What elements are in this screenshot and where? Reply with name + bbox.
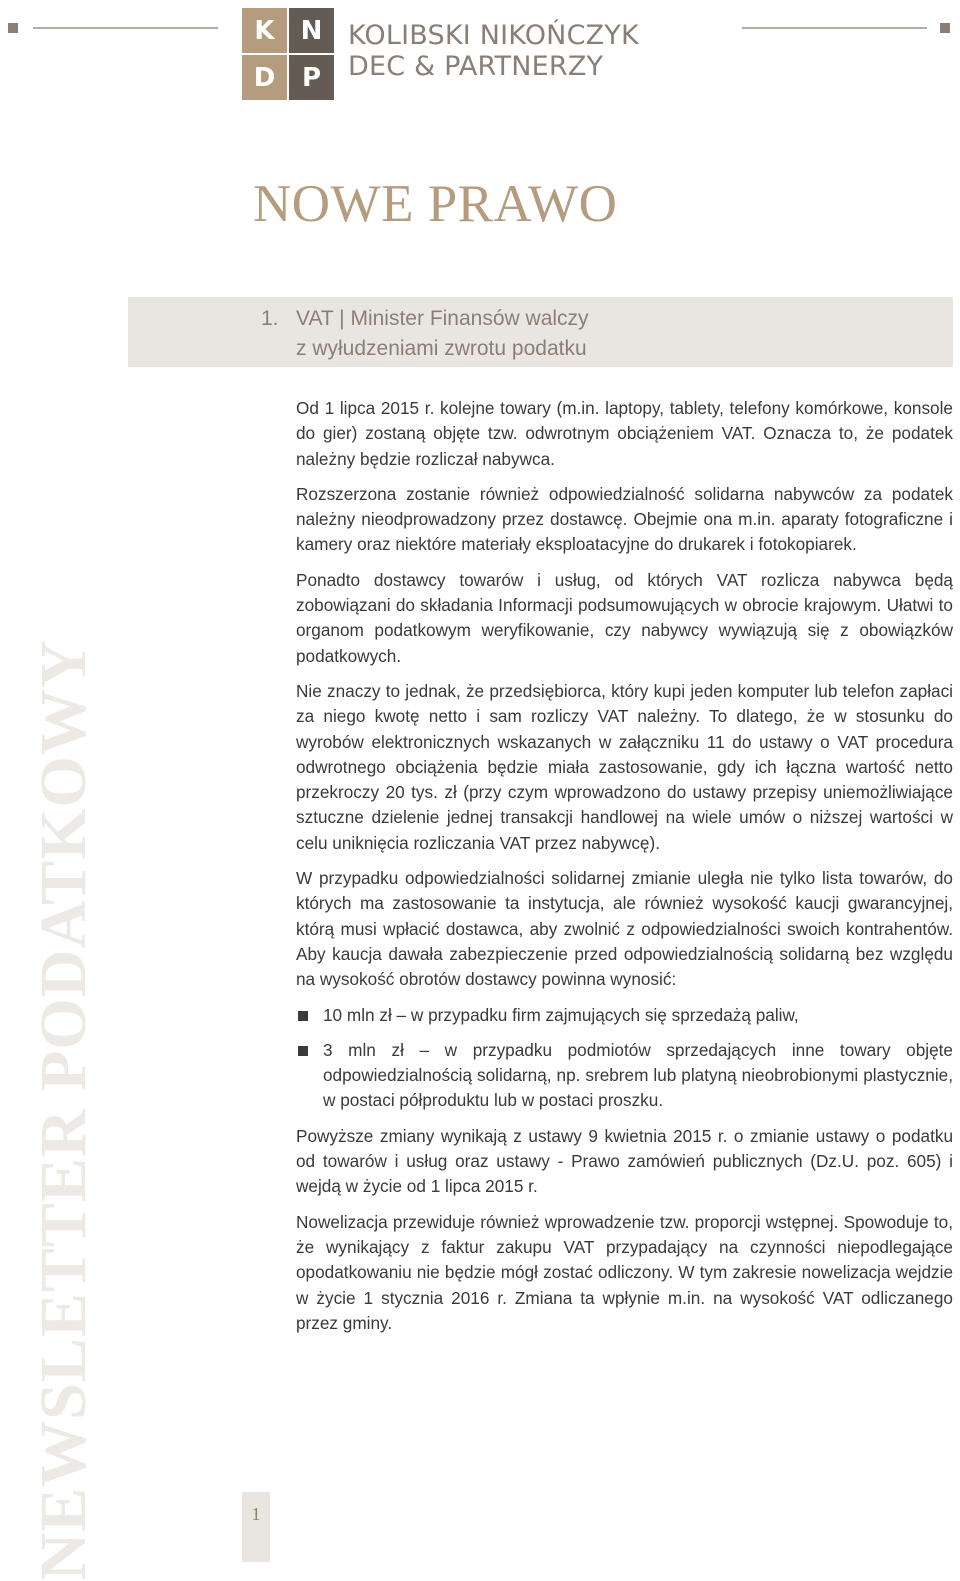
logo-letter-n: N — [289, 8, 334, 53]
list-item-text: 10 mln zł – w przypadku firm zajmujących się sprzedażą paliw, — [323, 1004, 799, 1025]
firm-name — [348, 20, 639, 82]
list-item — [296, 1038, 953, 1114]
paragraph: Nowelizacja przewiduje również wprowadzenie tzw. proporcji wstępnej. Spowoduje to, że wynikający z faktur zakupu VAT przypadający na czynności niepodlegające opodatkowaniu nie będzie mógł zostać odliczony. W tym zakresie nowelizacja wejdzie w życie 1 stycznia 2016 r. Zmiana ta wpłynie m.in. na wysokość VAT odliczanego przez gminy. — [296, 1211, 953, 1333]
header-square-right — [940, 23, 950, 33]
logo-letter-d: D — [242, 55, 287, 100]
section-title-line1: VAT | Minister Finansów walczy — [296, 307, 589, 330]
list-item — [296, 1003, 953, 1028]
paragraph: W przypadku odpowiedzialności solidarnej zmianie uległa nie tylko lista towarów, do których ma zastosowanie ta instytucja, ale również wysokość kaucji gwarancyjnej, którą musi wpłacić dostawca, aby zwolnić z odpowiedzialności swoich kontrahentów. Aby kaucja dawała zabezpieczenie przed odpowiedzialnością solidarną bez względu na wysokość obrotów dostawcy powinna wynosić: — [296, 868, 953, 990]
bullet-list — [296, 1003, 953, 1114]
header-rule-left — [33, 27, 218, 29]
page-title: NOWE PRAWO — [253, 175, 618, 233]
paragraph: Powyższe zmiany wynikają z ustawy 9 kwietnia 2015 r. o zmianie ustawy o podatku od towarów i usług oraz ustawy - Prawo zamówień publicznych (Dz.U. poz. 605) i wejdą w życie od 1 lipca 2015 r. — [296, 1125, 953, 1197]
article-body — [296, 396, 953, 1346]
list-item-text: 3 mln zł – w przypadku podmiotów sprzedających inne towary objęte odpowiedzialnością solidarną, np. srebrem lub platyną nieobrobionymi plastycznie, w postaci półproduktu lub w postaci proszku. — [323, 1039, 953, 1111]
header-square-left — [8, 23, 18, 33]
paragraph: Nie znaczy to jednak, że przedsiębiorca, który kupi jeden komputer lub telefon zapłaci za niego kwotę netto i sam rozliczy VAT należny. To dlatego, że w stosunku do wyrobów elektronicznych wskazanych w załączniku 11 do ustawy o VAT procedura odwrotnego obciążenia będzie miała zastosowanie, gdy ich łączna wartość netto przekroczy 20 tys. zł (przy czym wprowadzono do ustawy przepisy uniemożliwiające sztuczne dzielenie jednej transakcji handlowej na wiele umów o niższej wartości w celu uniknięcia rozliczania VAT przez nabywcę). — [296, 680, 953, 853]
square-bullet-icon — [298, 1011, 308, 1021]
firm-name-line1: KOLIBSKI NIKOŃCZYK — [348, 20, 639, 51]
section-title — [296, 304, 589, 364]
firm-name-line2: DEC & PARTNERZY — [348, 51, 604, 82]
header-rule-right — [742, 27, 927, 29]
square-bullet-icon — [298, 1046, 308, 1056]
logo-letter-k: K — [242, 8, 287, 53]
paragraph: Ponadto dostawcy towarów i usług, od których VAT rozlicza nabywca będą zobowiązani do składania Informacji podsumowujących w obrocie krajowym. Ułatwi to organom podatkowym weryfikowanie, czy nabywcy wywiązują się z obowiązków podatkowych. — [296, 569, 953, 666]
section-number: 1. — [261, 307, 279, 330]
page-number-box — [242, 1492, 270, 1562]
page-number: 1 — [251, 1504, 261, 1524]
section-heading — [128, 297, 953, 367]
sidebar-label: NEWSLETTER PODATKOWY — [27, 639, 100, 1581]
logo-letter-p: P — [289, 55, 334, 100]
sidebar — [0, 300, 128, 1581]
section-title-line2: z wyłudzeniami zwrotu podatku — [296, 337, 587, 360]
firm-logo — [242, 8, 334, 100]
paragraph: Rozszerzona zostanie również odpowiedzialność solidarna nabywców za podatek należny nieodprowadzony przez dostawcę. Obejmie ona m.in. aparaty fotograficzne i kamery oraz niektóre materiały eksploatacyjne do drukarek i fotokopiarek. — [296, 483, 953, 555]
paragraph: Od 1 lipca 2015 r. kolejne towary (m.in. laptopy, tablety, telefony komórkowe, konsole do gier) zostaną objęte tzw. odwrotnym obciążeniem VAT. Oznacza to, że podatek należny będzie rozliczał nabywca. — [296, 398, 953, 469]
